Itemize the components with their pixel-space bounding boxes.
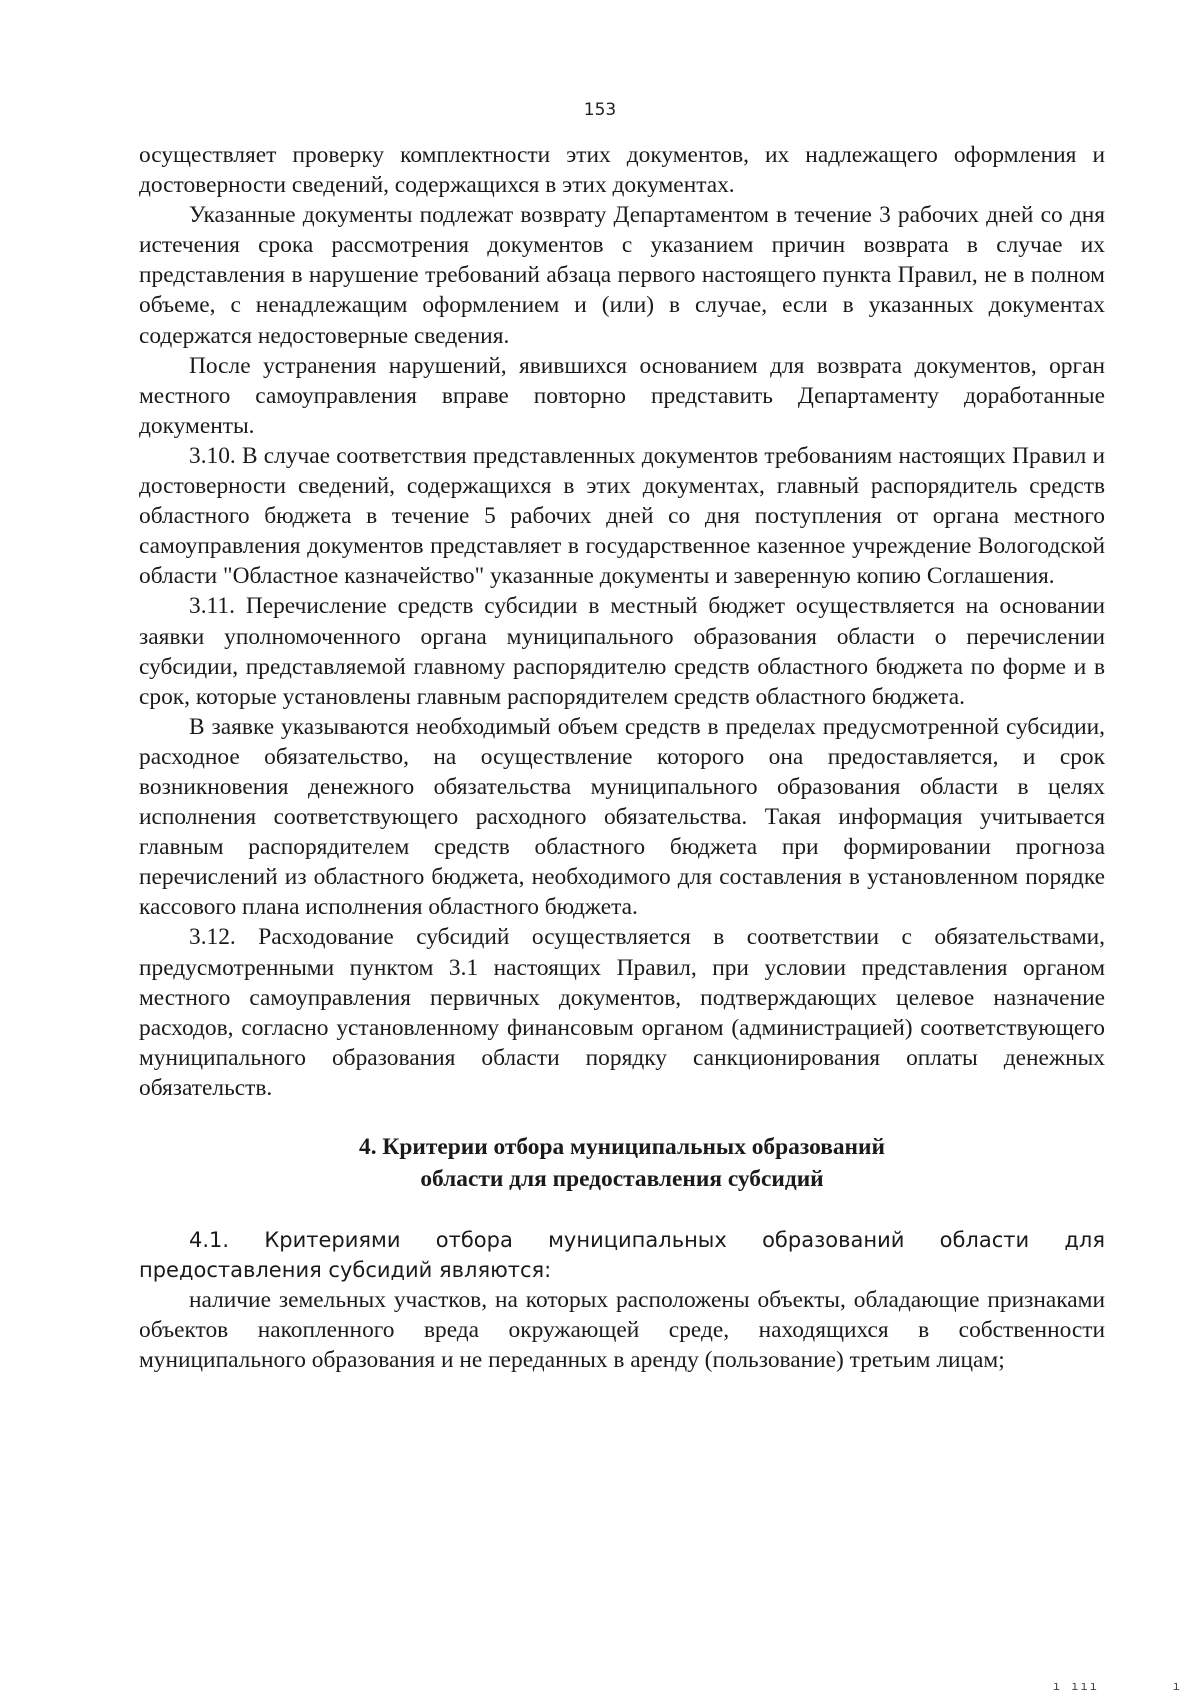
paragraph-clause-3-11: 3.11. Перечисление средств субсидии в местный бюджет осуществляется на основании заявки уполномоченного органа муниципального образования области о перечислении субсидии, представляемой главному распорядителю средств областного бюджета по форме и в срок, которые установлены главным распорядителем средств областного бюджета. <box>139 593 1105 710</box>
paragraph-continuation: осуществляет проверку комплектности этих документов, их надлежащего оформления и достоверности сведений, содержащихся в этих документах. <box>139 142 1105 199</box>
section-heading-line-2: области для предоставления субсидий <box>420 1166 824 1192</box>
paragraph-resubmission: После устранения нарушений, явившихся основанием для возврата документов, орган местного самоуправления вправе повторно представить Департаменту доработанные документы. <box>139 352 1105 439</box>
page-number: 153 <box>583 100 617 120</box>
paragraph-clause-4-1: 4.1. Критериями отбора муниципальных образований области для предоставления субсидий являются: <box>139 1228 1105 1283</box>
section-heading-line-1: 4. Критерии отбора муниципальных образований <box>359 1134 885 1160</box>
paragraph-return-of-documents: Указанные документы подлежат возврату Департаментом в течение 3 рабочих дней со дня истечения срока рассмотрения документов с указанием причин возврата в случае их представления в нарушение требований абзаца первого настоящего пункта Правил, не в полном объеме, с ненадлежащим оформлением и (или) в случае, если в указанных документах содержатся недостоверные сведения. <box>139 202 1105 349</box>
section-heading <box>139 1131 1105 1195</box>
paragraph-application-details: В заявке указываются необходимый объем средств в пределах предусмотренной субсидии, расходное обязательство, на осуществление которого она предоставляется, и срок возникновения денежного обязательства муниципального образования области в целях исполнения соответствующего расходного обязательства. Такая информация учитывается главным распорядителем средств областного бюджета при формировании прогноза перечислений из областного бюджета, необходимого для составления в установленном порядке кассового плана исполнения областного бюджета. <box>139 713 1105 921</box>
scan-edge-marks: ı ııı ı <box>1052 1679 1182 1693</box>
paragraph-clause-3-10: 3.10. В случае соответствия представленных документов требованиям настоящих Правил и достоверности сведений, содержащихся в этих документах, главный распорядитель средств областного бюджета в течение 5 рабочих дней со дня поступления от органа местного самоуправления документов представляет в государственное казенное учреждение Вологодской области "Областное казначейство" указанные документы и заверенную копию Соглашения. <box>139 442 1105 590</box>
paragraph-criterion-land-plots: наличие земельных участков, на которых расположены объекты, обладающие признаками объектов накопленного вреда окружающей среде, находящихся в собственности муниципального образования и не переданных в аренду (пользование) третьим лицам; <box>139 1287 1105 1374</box>
document-body <box>139 140 1105 1375</box>
paragraph-clause-3-12: 3.12. Расходование субсидий осуществляется в соответствии с обязательствами, предусмотренными пунктом 3.1 настоящих Правил, при условии представления органом местного самоуправления первичных документов, подтверждающих целевое назначение расходов, согласно установленному финансовым органом (администрацией) соответствующего муниципального образования области порядку санкционирования оплаты денежных обязательств. <box>139 924 1105 1101</box>
